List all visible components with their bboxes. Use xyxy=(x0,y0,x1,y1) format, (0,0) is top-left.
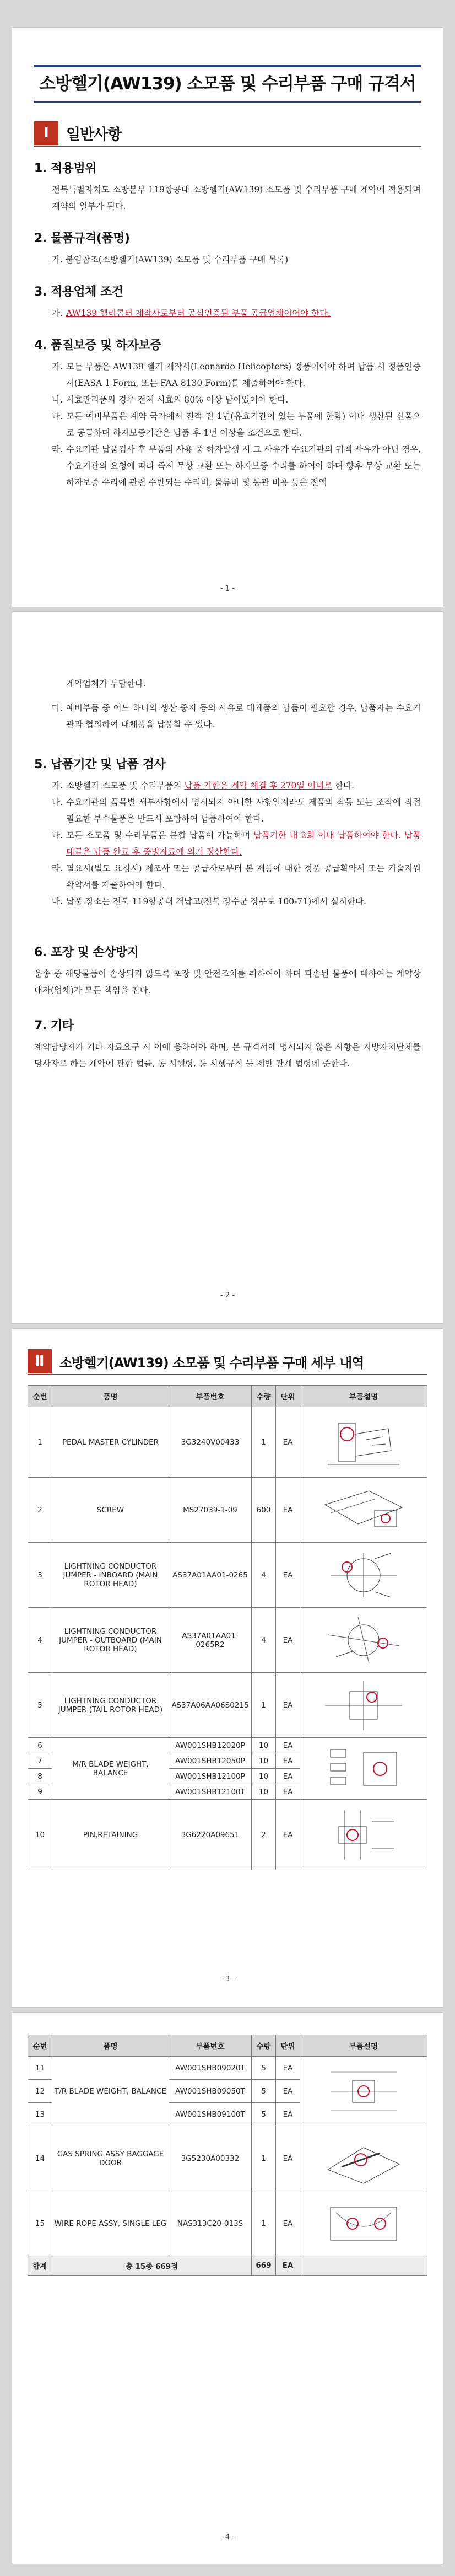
vendor-condition-item: 가. AW139 헬리콥터 제작사로부터 공식인증된 부품 공급업체이어야 한다. xyxy=(52,308,331,318)
table-row: 2 SCREW MS27039-1-09 600 EA xyxy=(28,1478,427,1543)
warranty-item: 라. 수요기관 납품검사 후 부품의 사용 중 하자발생 시 그 사유가 수요기관의 귀책 사유가 아닌 경우, 수요기관의 요청에 따라 즉시 무상 교환 또는 하자보증 수리를 하여야 하며 향후 무상 교환 또는 하자보증 수리에 관련 수반되는 수리비, 물류비 및 통관 비용 등은 전액 xyxy=(52,444,421,487)
total-text: 총 15종 669점 xyxy=(52,2256,252,2276)
table-row: 7 AW001SHB12050P 10 EA xyxy=(28,1753,427,1769)
gas-spring-diagram xyxy=(319,2131,408,2186)
scope-text: 전북특별자치도 소방본부 119항공대 소방헬기(AW139) 소모품 및 수리부품 구매 계약에 적용되며 계약의 일부가 된다. xyxy=(52,185,421,211)
delivery-item: 나. 수요기관의 품목별 세부사항에서 명시되지 아니한 사항일지라도 제품의 작동 또는 조작에 직접 필요한 부수물품은 반드시 포함하여 납품하여야 한다. xyxy=(52,797,421,824)
col-header-name: 품명 xyxy=(52,1386,169,1407)
page-4 xyxy=(12,2012,443,2564)
parts-table xyxy=(28,1385,427,1870)
table-row: 14 GAS SPRING ASSY BAGGAGE DOOR 3G5230A00332 1 EA xyxy=(28,2126,427,2191)
tail-rotor-diagram xyxy=(319,1678,408,1733)
warranty-item: 나. 시효관리품의 경우 전체 시효의 80% 이상 남아있어야 한다. xyxy=(52,395,289,405)
other-text: 계약담당자가 기타 자료요구 시 이에 응하여야 하며, 본 규격서에 명시되지 않은 사항은 지방자치단체를 당사자로 하는 계약에 관한 법률, 동 시행령, 동 시행규칙 등 제반 관계 법령에 준한다. xyxy=(34,1042,421,1069)
rotor-head-outboard-diagram xyxy=(319,1613,408,1668)
section-2-heading xyxy=(28,1349,427,1375)
table-row: 1 PEDAL MASTER CYLINDER 3G3240V00433 1 EA xyxy=(28,1407,427,1478)
warranty-continued-text: 계약업체가 부담한다. xyxy=(66,679,146,689)
table-row: 10 PIN,RETAINING 3G6220A09651 2 EA xyxy=(28,1800,427,1870)
col-header-desc: 부품설명 xyxy=(300,1386,427,1407)
section-2-title: 소방헬기(AW139) 소모품 및 수리부품 구매 세부 내역 xyxy=(59,1355,364,1371)
page-number: - 1 - xyxy=(220,584,235,593)
page-2 xyxy=(12,612,443,1323)
retaining-pin-diagram xyxy=(322,1805,405,1865)
section-1-number: Ⅰ xyxy=(34,121,58,145)
col-header-no: 순번 xyxy=(28,1386,52,1407)
page-number: - 4 - xyxy=(220,2533,235,2541)
page-3 xyxy=(12,1329,443,2007)
spec-text: 가. 붙임참조(소방헬기(AW139) 소모품 및 수리부품 구매 목록) xyxy=(52,255,289,265)
table-row: 15 WIRE ROPE ASSY, SINGLE LEG NAS313C20-013S 1 EA xyxy=(28,2191,427,2256)
pedal-cylinder-diagram xyxy=(322,1412,405,1473)
rotor-head-diagram xyxy=(319,1548,408,1603)
page-1 xyxy=(12,28,443,607)
vendor-condition-heading: 3. 적용업체 조건 xyxy=(34,285,123,299)
col-header-qty: 수량 xyxy=(252,1386,276,1407)
delivery-heading: 5. 납품기간 및 납품 검사 xyxy=(34,758,166,771)
table-row: 3 LIGHTNING CONDUCTOR JUMPER - INBOARD (MAIN ROTOR HEAD) AS37A01AA01-0265 4 EA xyxy=(28,1543,427,1608)
section-1-title: 일반사항 xyxy=(66,126,122,143)
col-header-unit: 단위 xyxy=(276,1386,300,1407)
page-number: - 2 - xyxy=(220,1291,235,1300)
tr-group-name: T/R BLADE WEIGHT, BALANCE xyxy=(52,2057,169,2126)
packaging-text: 운송 중 해당물품이 손상되지 않도록 포장 및 안전조치를 취하여야 하며 파손된 물품에 대하여는 계약상대자(업체)가 모든 책임을 진다. xyxy=(34,969,421,995)
delivery-item: 라. 필요시(별도 요청시) 제조사 또는 공급사로부터 본 제품에 대한 정품 공급확약서 또는 기술지원 확약서를 제출하여야 한다. xyxy=(52,863,421,890)
total-label: 합계 xyxy=(28,2256,52,2276)
warranty-item: 다. 모든 예비부품은 계약 국가에서 전적 전 1년(유효기간이 있는 부품에 한함) 이내 생산된 신품으로 공급하며 하자보증기간은 납품 후 1년 이상을 조건으로 한다. xyxy=(52,411,421,438)
spec-heading: 2. 물품규격(품명) xyxy=(34,232,130,245)
table-row: 5 LIGHTNING CONDUCTOR JUMPER (TAIL ROTOR HEAD) AS37A06AA06S0215 1 EA xyxy=(28,1673,427,1738)
table-row: 12 AW001SHB09050T 5 EA xyxy=(28,2080,427,2103)
total-unit: EA xyxy=(276,2256,300,2276)
warranty-item: 가. 모든 부품은 AW139 헬기 제작사(Leonardo Helicopters) 정품이어야 하며 납품 시 정품인증서(EASA 1 Form, 또는 FAA 8130 Form)를 제출하여야 한다. xyxy=(52,362,421,388)
warranty-heading: 4. 품질보증 및 하자보증 xyxy=(34,339,161,352)
scope-heading: 1. 적용범위 xyxy=(34,162,96,175)
mr-group-name: M/R BLADE WEIGHT, BALANCE xyxy=(52,1738,169,1800)
vendor-condition-text: AW139 헬리콥터 제작사로부터 공식인증된 부품 공급업체이어야 한다. xyxy=(66,308,331,318)
parts-table-continued: 순번 품명 부품번호 수량 단위 부품설명 11 T/R BLADE WEIGHT, BALANCE AW001SHB09020T 5 EA 12 AW001SHB09050T 5 EA 13 AW001SHB09100T 5 EA 14 GAS SPRING ASSY BAGGAGE DOOR 3G5230A00332 1 EA 15 WIRE ROPE ASSY, SINGLE LEG NAS313C20-013S 1 EA 합계 총 15종 669점 669 EA xyxy=(28,2035,427,2276)
document-title: 소방헬기(AW139) 소모품 및 수리부품 구매 규격서 xyxy=(34,65,421,103)
delivery-item: 가. 소방헬기 소모품 및 수리부품의 납품 기한은 계약 체결 후 270일 이내로 한다. xyxy=(52,781,354,791)
mr-weight-diagram xyxy=(319,1741,408,1796)
table-row: 11 T/R BLADE WEIGHT, BALANCE AW001SHB09020T 5 EA xyxy=(28,2057,427,2080)
table-row: 4 LIGHTNING CONDUCTOR JUMPER - OUTBOARD (MAIN ROTOR HEAD) AS37A01AA01-0265R2 4 EA xyxy=(28,1608,427,1673)
total-row xyxy=(28,2256,427,2276)
section-2-number: Ⅱ xyxy=(28,1349,52,1373)
wire-rope-diagram xyxy=(319,2196,408,2251)
col-header-part: 부품번호 xyxy=(169,1386,252,1407)
table-row: 9 AW001SHB12100T 10 EA xyxy=(28,1784,427,1800)
screw-location-diagram xyxy=(319,1483,408,1538)
page-number: - 3 - xyxy=(220,1975,235,1983)
total-qty: 669 xyxy=(252,2256,276,2276)
table-row: 8 AW001SHB12100P 10 EA xyxy=(28,1769,427,1784)
delivery-item: 마. 납품 장소는 전북 119항공대 격납고(전북 장수군 장무로 100-71)에서 실시한다. xyxy=(52,897,366,906)
table-row: 13 AW001SHB09100T 5 EA xyxy=(28,2103,427,2126)
warranty-item: 마. 예비부품 중 어느 하나의 생산 중지 등의 사유로 대체품의 납품이 필요할 경우, 납품자는 수요기관과 협의하여 대체품을 납품할 수 있다. xyxy=(52,703,421,729)
section-1-heading xyxy=(34,120,421,147)
delivery-item: 다. 모든 소모품 및 수리부품은 분할 납품이 가능하며 납품기한 내 2회 이내 납품하여야 한다. 납품 대금은 납품 완료 후 증빙자료에 의거 정산한다. xyxy=(52,830,421,857)
table-row: 6 M/R BLADE WEIGHT, BALANCE AW001SHB12020P 10 EA xyxy=(28,1738,427,1753)
tr-weight-diagram xyxy=(319,2061,408,2122)
other-heading: 7. 기타 xyxy=(34,1019,74,1033)
packaging-heading: 6. 포장 및 손상방지 xyxy=(34,946,139,959)
